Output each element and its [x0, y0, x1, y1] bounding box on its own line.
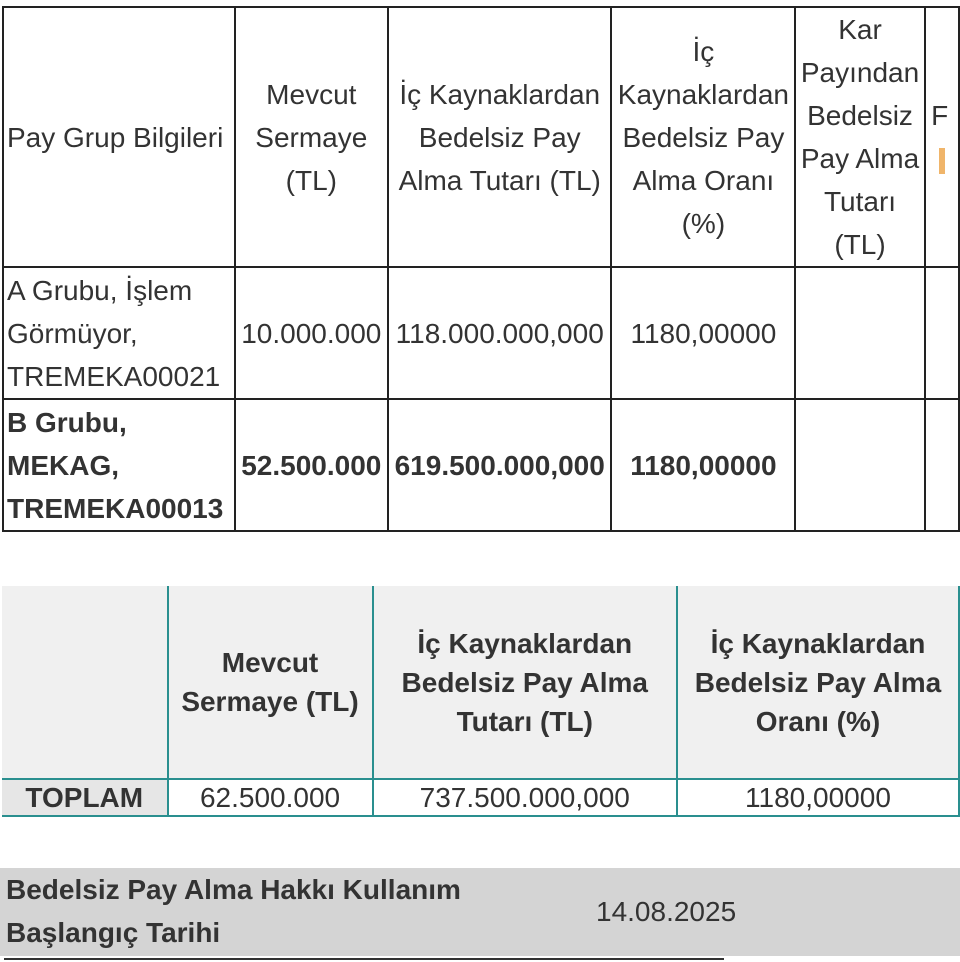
totals-header-amount: İç Kaynaklardan Bedelsiz Pay Alma Tutarı (TL) — [373, 586, 677, 779]
pay-group-table — [2, 6, 960, 532]
totals-row — [2, 779, 959, 816]
capital-cell: 52.500.000 — [235, 399, 388, 531]
group-info-line: TREMEKA00013 — [7, 492, 224, 524]
header-current-capital: Mevcut Sermaye (TL) — [235, 7, 388, 267]
group-info-line: MEKAG, — [7, 449, 119, 481]
group-info-cell — [3, 267, 235, 399]
totals-header-ratio: İç Kaynaklardan Bedelsiz Pay Alma Oranı (%) — [677, 586, 959, 779]
total-capital: 62.500.000 — [168, 779, 373, 816]
totals-header-capital: Mevcut Sermaye (TL) — [168, 586, 373, 779]
divider — [4, 958, 724, 960]
totals-header-blank — [2, 586, 168, 779]
group-info-cell — [3, 399, 235, 531]
dividend-amount-cell — [795, 399, 924, 531]
header-dividend-bonus-amount: Kar Payından Bedelsiz Pay Alma Tutarı (TL) — [795, 7, 924, 267]
table-row — [3, 267, 959, 399]
start-date-label: Bedelsiz Pay Alma Hakkı Kullanım Başlangıç Tarihi — [6, 874, 461, 948]
header-bonus-amount: İç Kaynaklardan Bedelsiz Pay Alma Tutarı (TL) — [388, 7, 611, 267]
total-label: TOPLAM — [2, 779, 168, 816]
header-pay-group: Pay Grup Bilgileri — [3, 7, 235, 267]
capital-cell: 10.000.000 — [235, 267, 388, 399]
highlight-mark — [939, 148, 945, 174]
header-bonus-ratio: İç Kaynaklardan Bedelsiz Pay Alma Oranı (%) — [611, 7, 795, 267]
total-amount: 737.500.000,000 — [373, 779, 677, 816]
start-date-row — [0, 868, 960, 956]
group-info-line: Görmüyor, — [7, 317, 138, 349]
ratio-cell: 1180,00000 — [611, 399, 795, 531]
ratio-cell: 1180,00000 — [611, 267, 795, 399]
totals-header-row — [2, 586, 959, 779]
header-truncated-column — [925, 7, 959, 267]
truncated-cell — [925, 399, 959, 531]
group-info-line: A Grubu, İşlem — [7, 274, 193, 306]
group-info-line: B Grubu, — [7, 406, 127, 438]
total-ratio: 1180,00000 — [677, 779, 959, 816]
truncated-cell — [925, 267, 959, 399]
table-row — [3, 399, 959, 531]
amount-cell: 118.000.000,000 — [388, 267, 611, 399]
amount-cell: 619.500.000,000 — [388, 399, 611, 531]
group-info-line: TREMEKA00021 — [7, 360, 221, 392]
start-date-value: 14.08.2025 — [596, 896, 737, 927]
truncated-header-text: F — [931, 100, 949, 131]
dividend-amount-cell — [795, 267, 924, 399]
totals-table — [2, 586, 960, 817]
table-header-row — [3, 7, 959, 267]
